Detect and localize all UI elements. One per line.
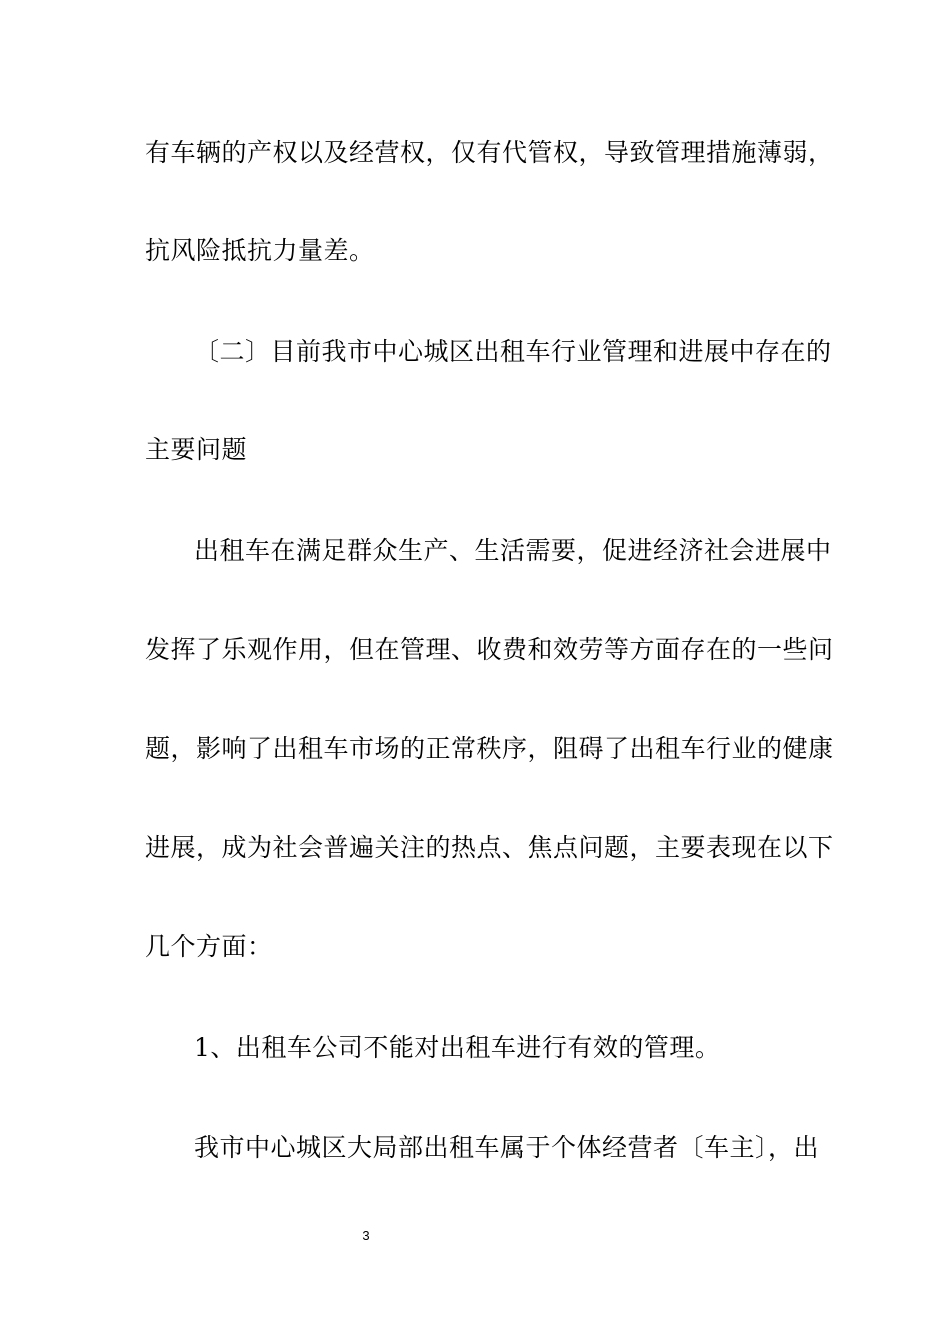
section-heading-line-2: 主要问题 [145, 435, 248, 464]
text-line-6: 发挥了乐观作用，但在管理、收费和效劳等方面存在的一些问 [145, 635, 834, 664]
text-line-8: 进展，成为社会普遍关注的热点、焦点问题，主要表现在以下 [145, 833, 834, 862]
text-line-7: 题，影响了出租车市场的正常秩序，阻碍了出租车行业的健康 [145, 734, 834, 763]
text-line-5: 出租车在满足群众生产、生活需要，促进经济社会进展中 [194, 536, 832, 565]
text-line-1: 有车辆的产权以及经营权，仅有代管权，导致管理措施薄弱， [145, 138, 834, 167]
text-line-9: 几个方面： [145, 932, 273, 961]
page-number: 3 [362, 1228, 370, 1243]
section-heading-line-1: 〔二〕目前我市中心城区出租车行业管理和进展中存在的 [194, 337, 832, 366]
numbered-item-line: 1、出租车公司不能对出租车进行有效的管理。 [194, 1033, 721, 1062]
text-line-11: 我市中心城区大局部出租车属于个体经营者〔车主〕，出 [194, 1133, 820, 1162]
text-line-2: 抗风险抵抗力量差。 [145, 236, 375, 265]
